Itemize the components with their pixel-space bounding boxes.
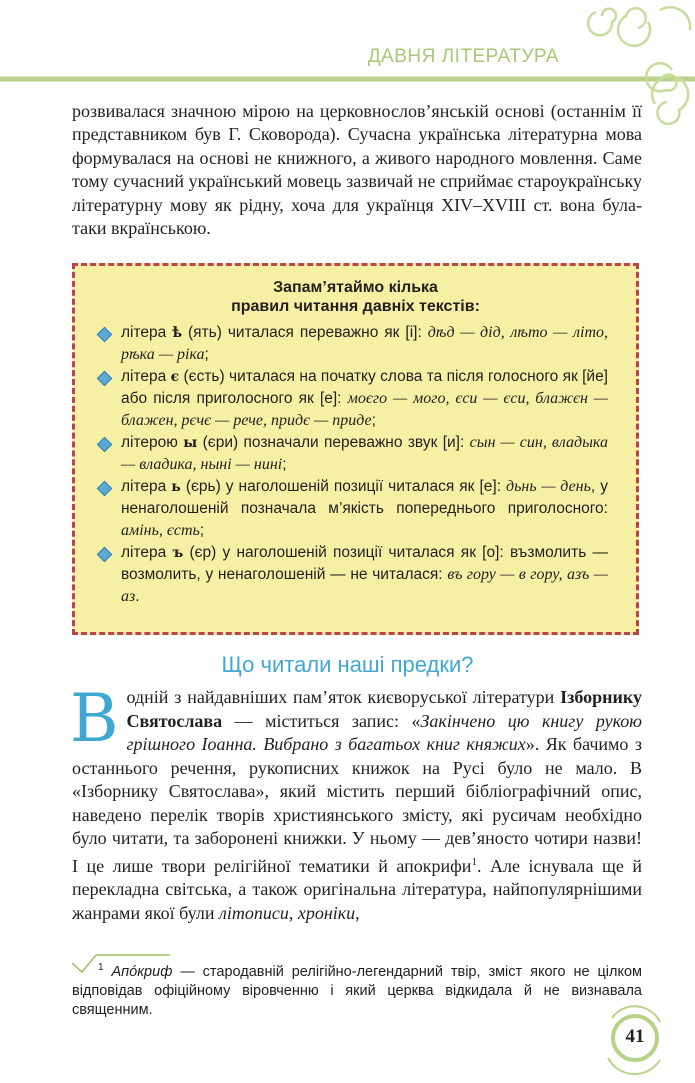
section-title: Що читали наші предки? bbox=[221, 652, 474, 677]
page-number: 41 bbox=[625, 1026, 645, 1047]
dropcap: В bbox=[70, 680, 119, 757]
footnote-ref: 1 bbox=[471, 855, 477, 868]
intro-paragraph: розвивалася значною мірою на церковнослов’янській основі (останнім її представником був Г. Сковорода). Сучасна українська літературна мова формувалася на основі не книжного, а живого народного мовлення. Саме тому сучасний український мовець зазвичай не сприймає староукраїнську літературну мову як рідну, хоча для українця XIV–XVIII ст. вона була-таки вкраїнською. bbox=[72, 101, 642, 239]
running-header: ДАВНЯ ЛІТЕРАТУРА bbox=[367, 46, 559, 67]
diamond-bullet-icon bbox=[97, 371, 113, 387]
diamond-bullet-icon bbox=[97, 437, 113, 453]
memo-box bbox=[72, 263, 639, 635]
list-item: літера ь (єрь) у наголошеній позиції читалася як [е]: дьнь — день, у ненаголошеній позначала м’якість попереднього приголосного: амінь, єсть; bbox=[99, 476, 608, 542]
memo-title: Запам’ятаймо кілька правил читання давніх текстів: bbox=[231, 279, 480, 315]
diamond-bullet-icon bbox=[97, 327, 113, 343]
footnote: $^1$ Апóкриф — стародавній релігійно-легендарний твір, зміст якого не цілком відповідав офіційному віровченню і який церква відкидала й не визнавала священним. bbox=[72, 962, 642, 1018]
diamond-bullet-icon bbox=[97, 481, 113, 497]
memo-list bbox=[99, 322, 608, 608]
list-item: літера ъ (єр) у наголошеній позиції читалася як [о]: възмолить — возмолить, у ненаголошеній — не читалася: въ гору — в гору, азъ — аз. bbox=[99, 542, 608, 608]
diamond-bullet-icon bbox=[97, 547, 113, 563]
list-item: літера ѣ (ять) читалася переважно як [і]: дѣд — дід, лѣто — літо, рѣка — ріка; bbox=[99, 322, 608, 366]
section-body: В одній з найдавніших пам’яток києворуської літератури Ізборнику Святослава — міститься запис: «Закінчено цю книгу рукою грішного Іоанна. Вибрано з багатьох книг княжих». Як бачимо з останнього речення, рукописних книжок на Русі було не мало. В «Ізборнику Святослава», який містить перший бібліографічний опис, наведено перелік творів християнського змісту, які русичам необхідно було читати, та заборонені книжки. У ньому — дев’яносто чотири назви! І це лише твори релігійної тематики й апокрифи$^1$. Але існувала ще й перекладна світська, а також оригінальна література, найпопулярнішими жанрами якої були літописи, хроніки, bbox=[70, 680, 642, 923]
list-item: літера є (єсть) читалася на початку слова та після голосного як [йе] або після приголосного як [е]: моєго — мого, єси — єси, блажєн — блажен, рєчє — рече, придє — приде; bbox=[99, 366, 608, 432]
list-item: літерою ы (єри) позначали переважно звук [и]: сын — син, владыка — владика, ныні — нині; bbox=[99, 432, 608, 476]
